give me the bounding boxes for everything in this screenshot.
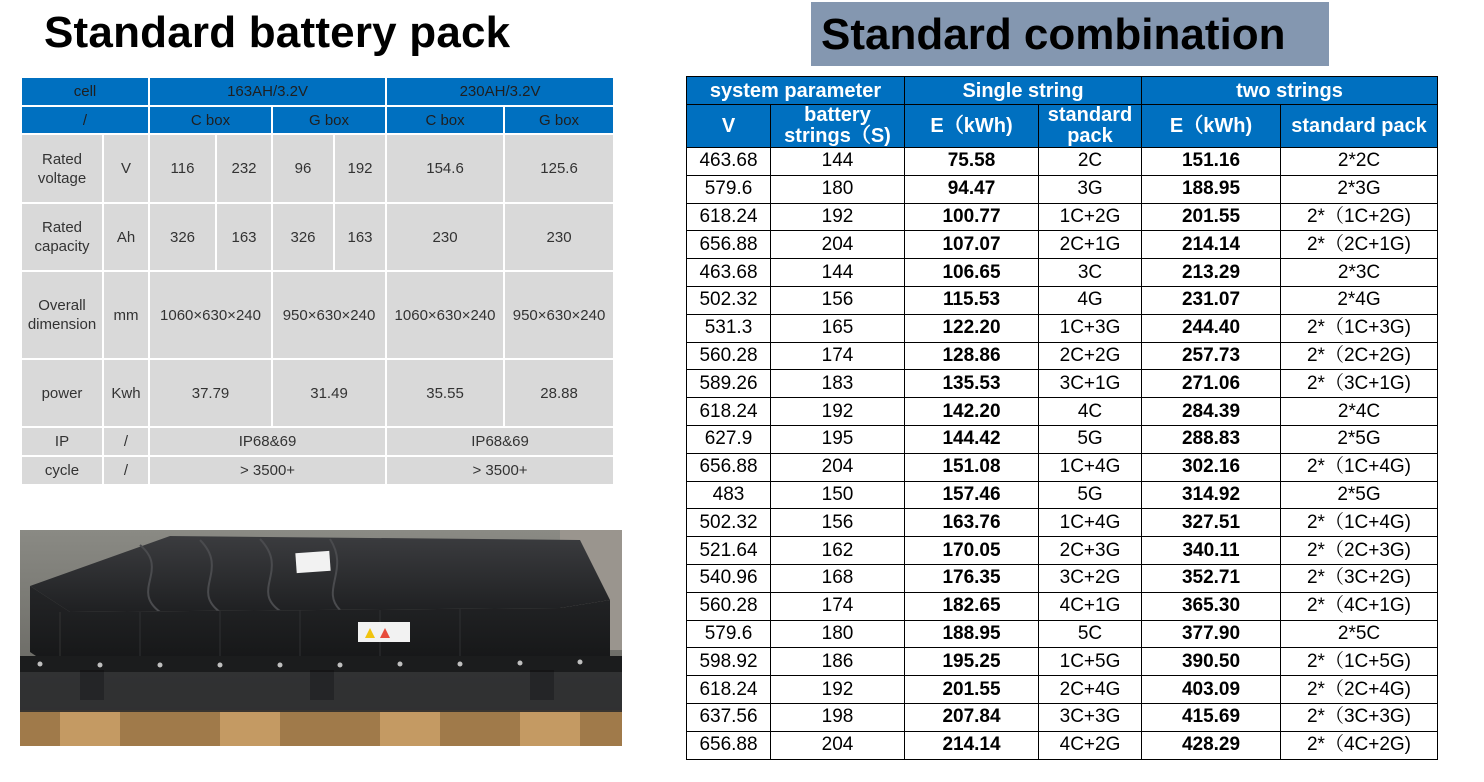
spec-row-ip [21,427,614,456]
combo-body [687,148,1438,760]
cell-pack-single: 5G [1039,481,1142,509]
spec-value: 154.6 [386,134,504,203]
cell-voltage: 463.68 [687,148,771,176]
cell-strings: 144 [771,259,905,287]
table-row [687,203,1438,231]
table-row [687,537,1438,565]
cell-voltage: 531.3 [687,314,771,342]
spec-value: 1060×630×240 [386,271,504,359]
cell-pack-single: 1C+4G [1039,453,1142,481]
cell-pack-single: 4C [1039,398,1142,426]
cell-voltage: 656.88 [687,731,771,759]
right-title-box [811,2,1329,66]
spec-value: 31.49 [272,359,386,427]
table-row [687,564,1438,592]
table-row [687,676,1438,704]
cell-pack-two: 2*（3C+2G) [1281,564,1438,592]
battery-pack-photo [20,530,622,746]
table-row [687,231,1438,259]
cell-voltage: 579.6 [687,620,771,648]
table-row [687,175,1438,203]
spec-header-row-cell [21,77,614,106]
cell-pack-single: 3G [1039,175,1142,203]
battery-spec-table [20,76,615,486]
table-row [687,286,1438,314]
cell-pack-two: 2*（4C+2G) [1281,731,1438,759]
spec-row-overall-dimension [21,271,614,359]
battery-pack-illustration [20,530,622,746]
cell-e-single: 151.08 [905,453,1039,481]
cell-pack-single: 2C+2G [1039,342,1142,370]
box-c-2: C box [386,106,504,134]
cell-voltage: 579.6 [687,175,771,203]
cell-e-single: 128.86 [905,342,1039,370]
cell-pack-two: 2*3G [1281,175,1438,203]
cell-e-two: 151.16 [1142,148,1281,176]
cell-voltage: 618.24 [687,203,771,231]
cell-e-single: 201.55 [905,676,1039,704]
spec-label: Overall dimension [21,271,103,359]
cell-strings: 174 [771,592,905,620]
cell-pack-single: 5G [1039,425,1142,453]
spec-row-rated-capacity [21,203,614,271]
cell-e-two: 302.16 [1142,453,1281,481]
cell-e-single: 106.65 [905,259,1039,287]
cell-e-two: 340.11 [1142,537,1281,565]
table-row [687,592,1438,620]
cell-strings: 192 [771,203,905,231]
left-title: Standard battery pack [44,8,511,57]
cell-e-two: 428.29 [1142,731,1281,759]
cell-pack-single: 1C+5G [1039,648,1142,676]
cell-voltage: 502.32 [687,286,771,314]
spec-label: cycle [21,456,103,485]
cell-pack-single: 3C+3G [1039,703,1142,731]
cell-e-single: 94.47 [905,175,1039,203]
cell-e-two: 377.90 [1142,620,1281,648]
table-row [687,481,1438,509]
cell-e-two: 188.95 [1142,175,1281,203]
cell-pack-single: 1C+3G [1039,314,1142,342]
header-system-parameter: system parameter [687,77,905,105]
combo-header-row-1 [687,77,1438,105]
cell-strings: 195 [771,425,905,453]
cell-voltage: 656.88 [687,231,771,259]
cell-voltage: 618.24 [687,676,771,704]
cell-e-two: 244.40 [1142,314,1281,342]
cell-e-single: 182.65 [905,592,1039,620]
box-c-1: C box [149,106,272,134]
table-row [687,342,1438,370]
cell-strings: 192 [771,398,905,426]
table-row [687,398,1438,426]
spec-row-power [21,359,614,427]
header-e-kwh: E（kWh) [905,105,1039,148]
cell-strings: 168 [771,564,905,592]
cell-strings: 156 [771,286,905,314]
cell-strings: 192 [771,676,905,704]
table-row [687,453,1438,481]
cell-pack-two: 2*（1C+3G) [1281,314,1438,342]
spec-value: 950×630×240 [504,271,614,359]
table-row [687,425,1438,453]
spec-unit: Ah [103,203,149,271]
cell-e-two: 271.06 [1142,370,1281,398]
spec-value: 192 [334,134,386,203]
table-row [687,259,1438,287]
spec-unit: / [103,456,149,485]
cell-e-single: 122.20 [905,314,1039,342]
cell-voltage: 502.32 [687,509,771,537]
cell-pack-two: 2*（2C+4G) [1281,676,1438,704]
header-battery-strings: battery strings（S) [771,105,905,148]
spec-label: IP [21,427,103,456]
cell-e-two: 314.92 [1142,481,1281,509]
cell-voltage: 618.24 [687,398,771,426]
spec-value: 163 [334,203,386,271]
cell-voltage: 560.28 [687,342,771,370]
cell-voltage: 598.92 [687,648,771,676]
cell-pack-two: 2*（2C+2G) [1281,342,1438,370]
cell-pack-two: 2*（3C+3G) [1281,703,1438,731]
header-two-strings: two strings [1142,77,1438,105]
cell-e-single: 144.42 [905,425,1039,453]
cell-pack-single: 3C+1G [1039,370,1142,398]
cell-voltage: 463.68 [687,259,771,287]
table-row [687,731,1438,759]
spec-value: 230 [386,203,504,271]
cell-strings: 186 [771,648,905,676]
cell-pack-two: 2*（1C+4G) [1281,509,1438,537]
cell-e-single: 176.35 [905,564,1039,592]
table-row [687,370,1438,398]
cell-pack-two: 2*（1C+2G) [1281,203,1438,231]
cell-pack-single: 4G [1039,286,1142,314]
cell-e-single: 170.05 [905,537,1039,565]
cell-e-single: 157.46 [905,481,1039,509]
cell-pack-single: 3C [1039,259,1142,287]
cell-pack-two: 2*（1C+4G) [1281,453,1438,481]
cell-e-two: 214.14 [1142,231,1281,259]
cell-strings: 144 [771,148,905,176]
cell-pack-two: 2*5C [1281,620,1438,648]
spec-value: 326 [149,203,216,271]
spec-label: Rated capacity [21,203,103,271]
spec-value: 232 [216,134,272,203]
cell-voltage: 483 [687,481,771,509]
cell-230ah: 230AH/3.2V [386,77,614,106]
cell-pack-two: 2*（2C+3G) [1281,537,1438,565]
cell-strings: 150 [771,481,905,509]
table-row [687,703,1438,731]
cell-voltage: 627.9 [687,425,771,453]
spec-unit: Kwh [103,359,149,427]
cell-strings: 165 [771,314,905,342]
cell-e-two: 390.50 [1142,648,1281,676]
cell-voltage: 540.96 [687,564,771,592]
spec-value: > 3500+ [386,456,614,485]
spec-value: 35.55 [386,359,504,427]
cell-pack-two: 2*3C [1281,259,1438,287]
cell-strings: 204 [771,453,905,481]
table-row [687,620,1438,648]
combo-header-row-2 [687,105,1438,148]
cell-pack-two: 2*（2C+1G) [1281,231,1438,259]
spec-value: 125.6 [504,134,614,203]
spec-value: 116 [149,134,216,203]
cell-e-two: 231.07 [1142,286,1281,314]
header-single-string: Single string [905,77,1142,105]
cell-e-two: 327.51 [1142,509,1281,537]
cell-pack-two: 2*2C [1281,148,1438,176]
box-g-1: G box [272,106,386,134]
spec-value: 1060×630×240 [149,271,272,359]
spec-value: 326 [272,203,334,271]
spec-row-cycle [21,456,614,485]
cell-e-two: 365.30 [1142,592,1281,620]
spec-label: power [21,359,103,427]
spec-value: 37.79 [149,359,272,427]
cell-pack-two: 2*（3C+1G) [1281,370,1438,398]
spec-unit: mm [103,271,149,359]
cell-e-single: 75.58 [905,148,1039,176]
table-row [687,509,1438,537]
header-v: V [687,105,771,148]
cell-pack-single: 1C+2G [1039,203,1142,231]
cell-pack-two: 2*（4C+1G) [1281,592,1438,620]
cell-strings: 156 [771,509,905,537]
cell-e-two: 415.69 [1142,703,1281,731]
cell-pack-single: 2C+4G [1039,676,1142,704]
cell-voltage: 589.26 [687,370,771,398]
cell-pack-two: 2*（1C+5G) [1281,648,1438,676]
cell-e-single: 207.84 [905,703,1039,731]
box-g-2: G box [504,106,614,134]
spec-header-row-box [21,106,614,134]
cell-e-two: 288.83 [1142,425,1281,453]
spec-value: 950×630×240 [272,271,386,359]
cell-e-two: 284.39 [1142,398,1281,426]
cell-e-single: 100.77 [905,203,1039,231]
spec-unit: V [103,134,149,203]
cell-voltage: 521.64 [687,537,771,565]
cell-strings: 183 [771,370,905,398]
cell-voltage: 560.28 [687,592,771,620]
cell-e-single: 195.25 [905,648,1039,676]
cell-e-single: 163.76 [905,509,1039,537]
cell-pack-single: 5C [1039,620,1142,648]
cell-strings: 180 [771,620,905,648]
spec-value: IP68&69 [149,427,386,456]
cell-pack-single: 2C+3G [1039,537,1142,565]
cell-e-single: 142.20 [905,398,1039,426]
cell-pack-single: 4C+2G [1039,731,1142,759]
right-title: Standard combination [821,10,1286,59]
standard-combination-table [686,76,1438,760]
spec-label: Rated voltage [21,134,103,203]
cell-pack-two: 2*4G [1281,286,1438,314]
cell-strings: 162 [771,537,905,565]
header-standard-pack: standard pack [1039,105,1142,148]
header-standard-pack-two: standard pack [1281,105,1438,148]
cell-e-two: 257.73 [1142,342,1281,370]
cell-voltage: 656.88 [687,453,771,481]
cell-e-two: 403.09 [1142,676,1281,704]
spec-row-rated-voltage [21,134,614,203]
cell-pack-single: 2C+1G [1039,231,1142,259]
table-row [687,648,1438,676]
cell-e-single: 214.14 [905,731,1039,759]
spec-value: 163 [216,203,272,271]
cell-e-two: 213.29 [1142,259,1281,287]
spec-value: > 3500+ [149,456,386,485]
box-slash: / [21,106,149,134]
spec-value: IP68&69 [386,427,614,456]
cell-strings: 174 [771,342,905,370]
cell-strings: 204 [771,231,905,259]
cell-pack-two: 2*5G [1281,481,1438,509]
cell-strings: 204 [771,731,905,759]
cell-pack-single: 2C [1039,148,1142,176]
cell-pack-two: 2*4C [1281,398,1438,426]
cell-strings: 198 [771,703,905,731]
cell-e-single: 107.07 [905,231,1039,259]
cell-pack-single: 4C+1G [1039,592,1142,620]
spec-value: 28.88 [504,359,614,427]
cell-voltage: 637.56 [687,703,771,731]
table-row [687,148,1438,176]
cell-strings: 180 [771,175,905,203]
cell-e-single: 115.53 [905,286,1039,314]
cell-pack-single: 1C+4G [1039,509,1142,537]
table-row [687,314,1438,342]
cell-pack-single: 3C+2G [1039,564,1142,592]
spec-value: 230 [504,203,614,271]
cell-pack-two: 2*5G [1281,425,1438,453]
spec-value: 96 [272,134,334,203]
cell-label: cell [21,77,149,106]
cell-e-single: 135.53 [905,370,1039,398]
spec-unit: / [103,427,149,456]
cell-163ah: 163AH/3.2V [149,77,386,106]
cell-e-single: 188.95 [905,620,1039,648]
header-e-kwh-two: E（kWh) [1142,105,1281,148]
cell-e-two: 201.55 [1142,203,1281,231]
cell-e-two: 352.71 [1142,564,1281,592]
